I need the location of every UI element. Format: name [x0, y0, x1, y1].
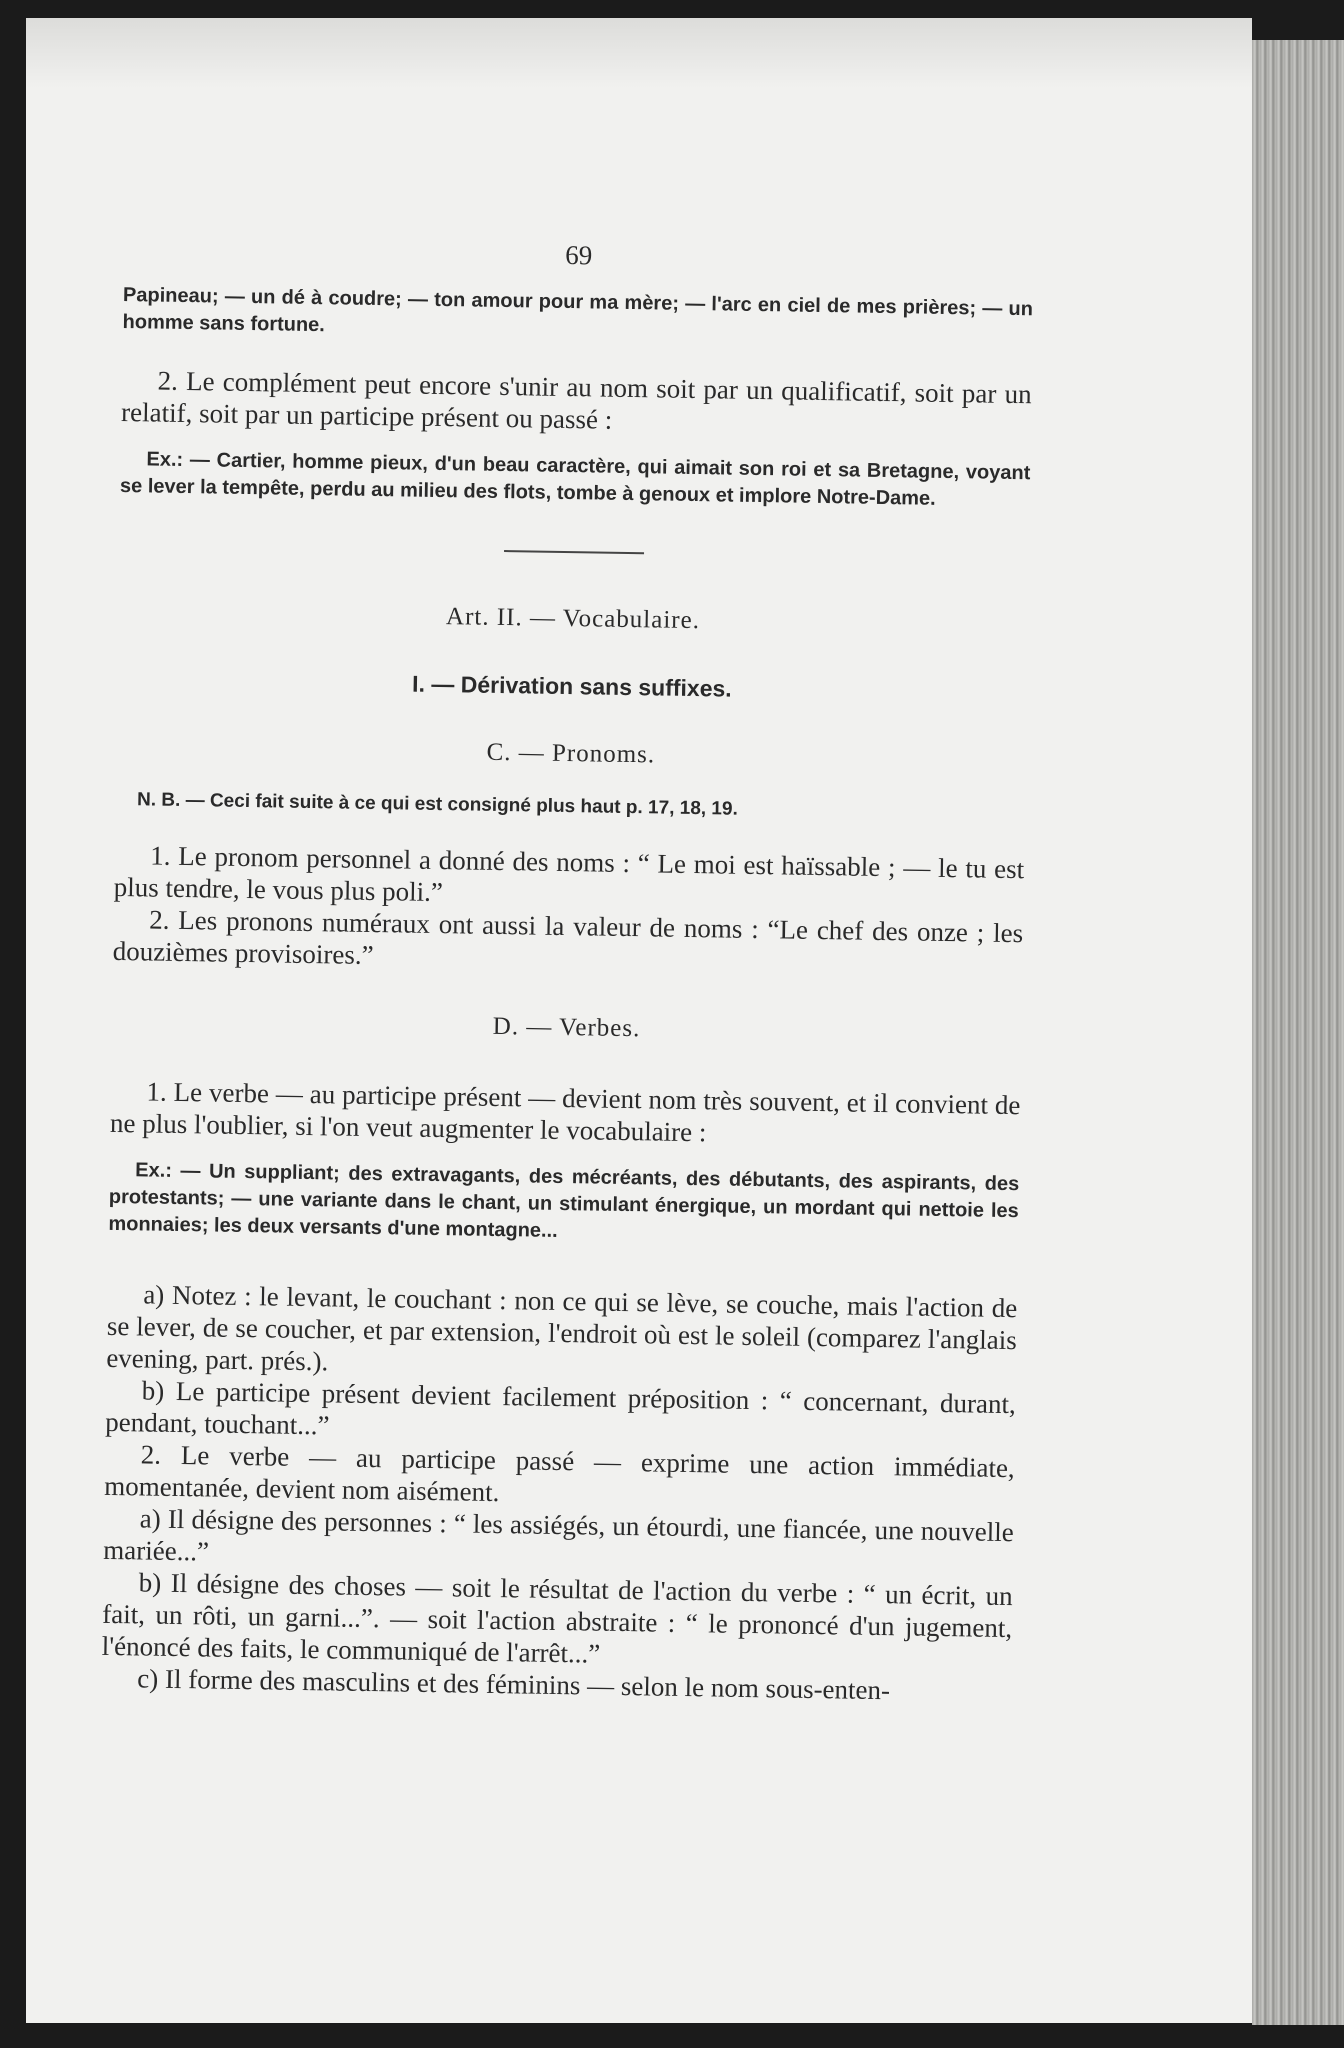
paragraph-pronoms-numeraux: 2. Les pronons numéraux ont aussi la valeur de noms : “Le chef des onze ; les douzièmes provisoires.” [112, 904, 1024, 971]
example-participes: Ex.: — Un suppliant; des extravagants, des mécréants, des débutants, des aspirants, des protestants; — une variante dans le chant, un stimulant énergique, un mordant qui nettoie les monnaies; les deux versants d'une montagne... [108, 1159, 1020, 1242]
paragraph-participe-passe: 2. Le verbe — au participe passé — exprime une action immédiate, momentanée, devient nom aisément. [104, 1439, 1015, 1508]
heading-pronoms: C. — Pronoms. [486, 738, 656, 769]
page-text-block [101, 233, 1034, 1708]
paragraph-personnes: a) Il désigne des personnes : “ les assiégés, un étourdi, une fiancée, une nouvelle mariée...” [103, 1503, 1014, 1567]
subsection-heading: I. — Dérivation sans suffixes. [411, 670, 732, 702]
book-page [26, 18, 1252, 2023]
paragraph-complement: 2. Le complément peut encore s'unir au nom soit par un qualificatif, soit par un relatif, soit par un participe présent ou passé : [120, 365, 1032, 435]
paragraph-notez: a) Notez : le levant, le couchant : non ce qui se lève, se couche, mais l'action de se lever, de se coucher, et par extension, l'endroit où est le soleil (comparez l'anglais evening, part. prés.). [106, 1279, 1018, 1377]
paragraph-pronom-personnel: 1. Le pronom personnel a donné des noms : “ Le moi est haïssable ; — le tu est plus tendre, le vous plus poli.” [113, 840, 1025, 908]
page-stack-edge [1252, 40, 1344, 2025]
section-heading: Art. II. — Vocabulaire. [445, 603, 701, 635]
example-cartier: Ex.: — Cartier, homme pieux, d'un beau caractère, qui aimait son roi et sa Bretagne, voyant se lever la tempête, perdu au milieu des flots, tombe à genoux et implore Notre-Dame. [119, 448, 1031, 510]
heading-verbes: D. — Verbes. [492, 1012, 641, 1043]
section-divider [504, 550, 644, 554]
paragraph-masculins-feminins: c) Il forme des masculins et des féminins — selon le nom sous-enten- [137, 1663, 891, 1706]
page-number: 69 [564, 239, 593, 271]
paragraph-preposition: b) Le participe présent devient facilement préposition : “ concernant, durant, pendant, touchant...” [105, 1375, 1016, 1441]
page-shadow [26, 18, 1252, 88]
paragraph-choses: b) Il désigne des choses — soit le résultat de l'action du verbe : “ un écrit, un fait, un rôti, un garni...”. — soit l'action abstraite : “ le prononcé d'un jugement, l'énoncé des faits, le communiqué de l'arrêt...” [101, 1567, 1013, 1669]
nb-note: N. B. — Ceci fait suite à ce qui est consigné plus haut p. 17, 18, 19. [136, 789, 738, 820]
continued-paragraph: Papineau; — un dé à coudre; — ton amour pour ma mère; — l'arc en ciel de mes prières; — un homme sans fortune. [122, 283, 1034, 337]
paragraph-participe-present: 1. Le verbe — au participe présent — devient nom très souvent, et il convient de ne plus l'oublier, si l'on veut augmenter le vocabulaire : [109, 1076, 1021, 1148]
